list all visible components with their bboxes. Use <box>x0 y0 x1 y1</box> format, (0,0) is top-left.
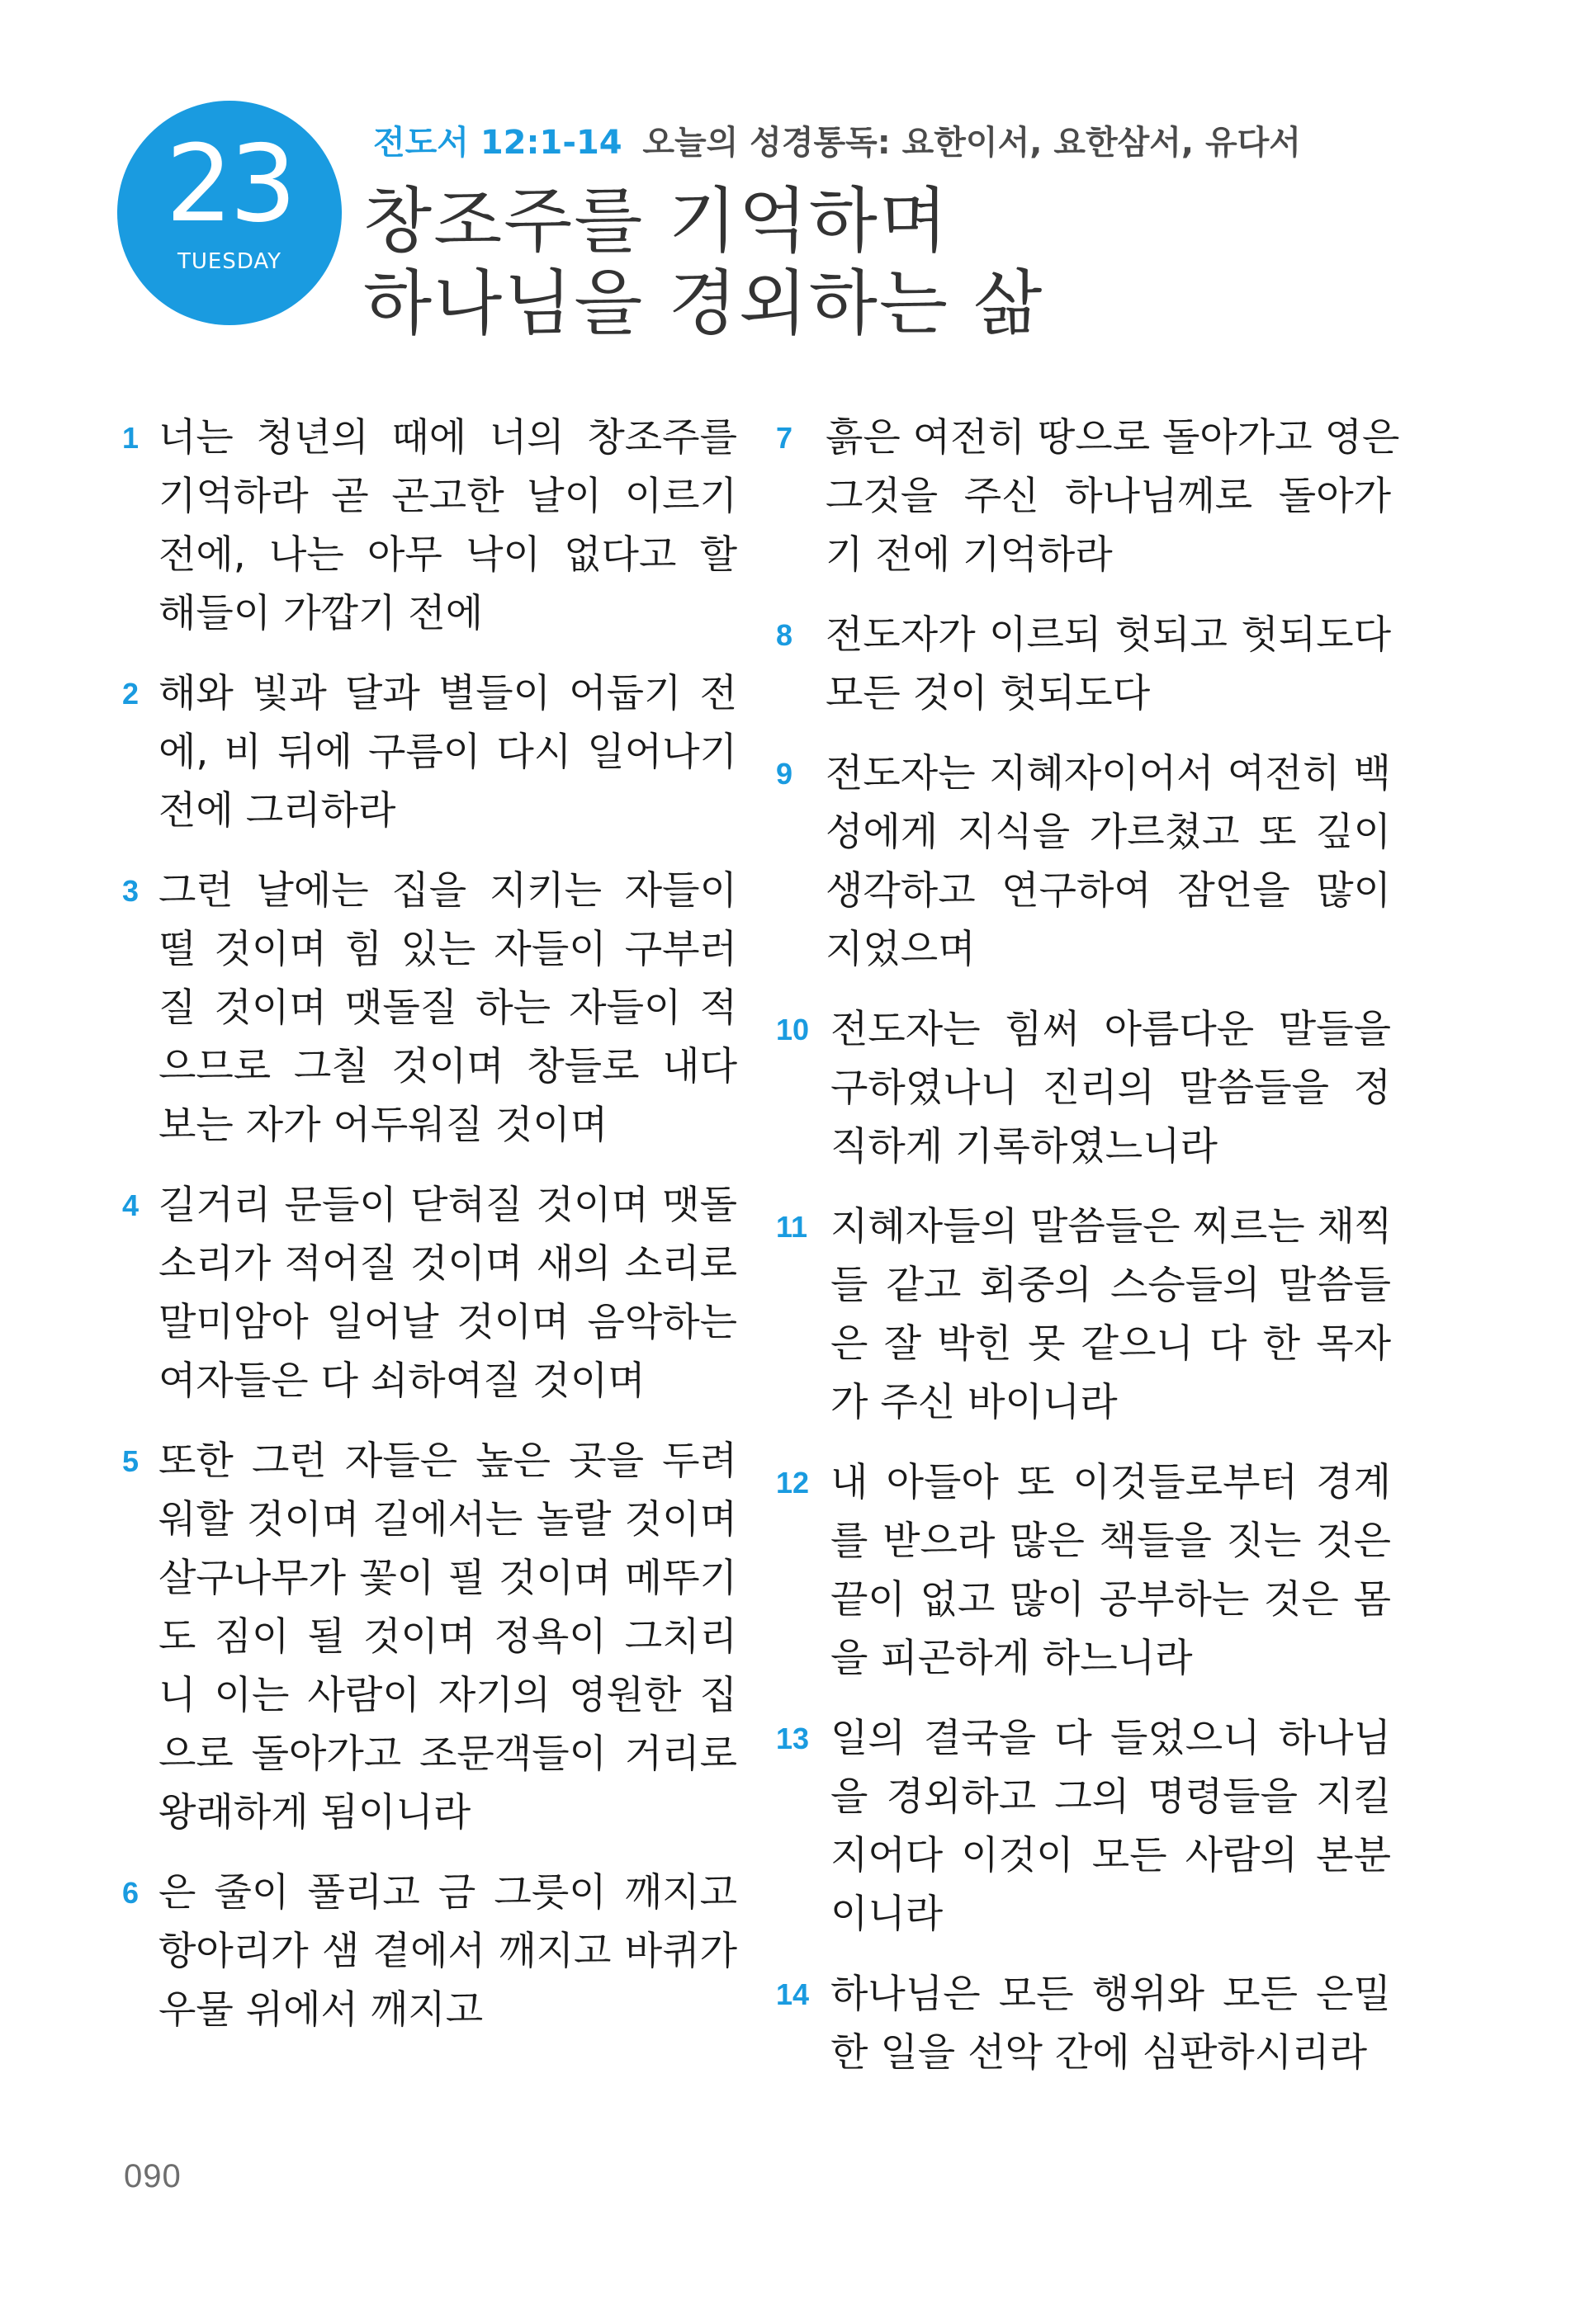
verse-line: 을 피곤하게 하느니라 <box>830 1636 1193 1681</box>
page-number: 090 <box>124 2158 182 2194</box>
verse-number: 8 <box>776 618 793 652</box>
verse-line: 지어다 이것이 모든 사람의 본분 <box>830 1833 1391 1878</box>
daily-reading-label: 오늘의 성경통독: 요한이서, 요한삼서, 유다서 <box>642 124 1301 162</box>
verse-block <box>122 664 737 840</box>
verse-line: 전도자는 힘써 아름다운 말들을 <box>830 1007 1391 1052</box>
verse-number: 11 <box>776 1210 808 1244</box>
verse-number: 12 <box>776 1466 810 1500</box>
verse-line: 구하였나니 진리의 말씀들을 정 <box>830 1065 1391 1111</box>
day-number: 23 <box>165 123 294 246</box>
verse-number: 9 <box>776 757 793 791</box>
verse-text <box>158 409 737 643</box>
verse-line: 에, 비 뒤에 구름이 다시 일어나기 <box>158 730 737 775</box>
verse-line: 가 주신 바이니라 <box>830 1380 1118 1425</box>
verse-line: 모든 것이 헛되도다 <box>826 671 1151 716</box>
verse-block <box>122 1432 737 1842</box>
verse-line: 해와 빛과 달과 별들이 어둡기 전 <box>158 671 737 716</box>
verse-block <box>776 606 1391 723</box>
verse-line: 보는 자가 어두워질 것이며 <box>158 1103 608 1148</box>
verse-line: 를 받으라 많은 책들을 짓는 것은 <box>830 1519 1391 1564</box>
verse-line: 너는 청년의 때에 너의 창조주를 <box>158 415 737 461</box>
verse-line: 떨 것이며 힘 있는 자들이 구부러 <box>158 927 737 972</box>
verse-block <box>776 1965 1391 2082</box>
verse-block <box>122 1863 737 2039</box>
verse-number: 4 <box>122 1188 140 1222</box>
verse-number: 10 <box>776 1013 810 1046</box>
verse-column-right <box>776 409 1400 2104</box>
verse-line: 살구나무가 꽃이 필 것이며 메뚜기 <box>158 1556 737 1601</box>
verse-line: 성에게 지식을 가르쳤고 또 깊이 <box>826 810 1391 855</box>
title-line-2: 하나님을 경외하는 삶 <box>363 262 1044 345</box>
verse-line: 워할 것이며 길에서는 놀랄 것이며 <box>158 1497 737 1542</box>
verse-number: 6 <box>122 1876 140 1910</box>
verse-block <box>776 1197 1391 1432</box>
verse-block <box>122 409 737 643</box>
verse-line: 한 일을 선악 간에 심판하시리라 <box>830 2030 1367 2076</box>
verse-text <box>830 1709 1391 1944</box>
verse-line: 으로 돌아가고 조문객들이 거리로 <box>158 1731 737 1777</box>
passage-reference: 전도서 12:1-14 <box>373 124 622 162</box>
verse-line: 을 경외하고 그의 명령들을 지킬 <box>830 1774 1391 1820</box>
verse-text <box>826 606 1391 723</box>
title-line-1: 창조주를 기억하며 <box>363 180 949 262</box>
day-name: TUESDAY <box>177 249 282 274</box>
verse-text <box>158 1176 737 1410</box>
verse-text <box>830 1000 1391 1176</box>
verse-line: 은 잘 박힌 못 같으니 다 한 목자 <box>830 1321 1391 1367</box>
verse-text <box>158 1863 737 2039</box>
verse-block <box>776 1000 1391 1176</box>
verse-line: 소리가 적어질 것이며 새의 소리로 <box>158 1241 737 1287</box>
verse-line: 우물 위에서 깨지고 <box>158 1987 484 2033</box>
verse-line: 지혜자들의 말씀들은 찌르는 채찍 <box>830 1204 1393 1249</box>
verse-line: 항아리가 샘 곁에서 깨지고 바퀴가 <box>158 1929 737 1974</box>
verse-line: 직하게 기록하였느니라 <box>830 1124 1218 1169</box>
verse-block <box>122 1176 737 1410</box>
verse-block <box>776 1453 1391 1688</box>
verse-line: 전도자는 지혜자이어서 여전히 백 <box>826 751 1391 796</box>
verse-line: 생각하고 연구하여 잠언을 많이 <box>826 868 1391 914</box>
day-badge <box>117 101 342 325</box>
verse-text <box>830 1965 1391 2082</box>
verse-block <box>122 862 737 1155</box>
verse-text <box>158 664 737 840</box>
reference-line <box>373 122 1301 163</box>
page-title <box>363 180 1043 345</box>
verse-line: 도 짐이 될 것이며 정욕이 그치리 <box>158 1614 737 1660</box>
verse-line: 전에 그리하라 <box>158 788 396 834</box>
verse-line: 왕래하게 됨이니라 <box>158 1790 471 1835</box>
verse-line: 끝이 없고 많이 공부하는 것은 몸 <box>830 1577 1391 1623</box>
verse-number: 14 <box>776 1977 810 2011</box>
verse-number: 5 <box>122 1444 140 1478</box>
verse-line: 흙은 여전히 땅으로 돌아가고 영은 <box>826 415 1400 461</box>
verse-block <box>776 409 1400 584</box>
verse-text <box>830 1453 1391 1688</box>
verse-number: 3 <box>122 874 140 908</box>
verse-line: 기억하라 곧 곤고한 날이 이르기 <box>158 474 737 519</box>
verse-line: 전도자가 이르되 헛되고 헛되도다 <box>826 612 1391 658</box>
verse-text <box>830 1197 1391 1432</box>
verse-number: 7 <box>776 421 793 455</box>
verse-line: 지었으며 <box>826 927 976 972</box>
verse-block <box>776 744 1391 979</box>
verse-text <box>826 409 1400 584</box>
verse-text <box>158 1432 737 1842</box>
verse-line: 해들이 가깝기 전에 <box>158 591 484 636</box>
verse-line: 전에, 나는 아무 낙이 없다고 할 <box>158 532 737 578</box>
verse-line: 하나님은 모든 행위와 모든 은밀 <box>830 1972 1391 2017</box>
verse-line: 으므로 그칠 것이며 창들로 내다 <box>158 1044 737 1089</box>
verse-line: 기 전에 기억하라 <box>826 532 1113 578</box>
verse-line: 여자들은 다 쇠하여질 것이며 <box>158 1358 646 1404</box>
verse-text <box>158 862 737 1155</box>
verse-line: 내 아들아 또 이것들로부터 경계 <box>830 1460 1391 1505</box>
verse-line: 일의 결국을 다 들었으니 하나님 <box>830 1716 1391 1761</box>
verse-number: 1 <box>122 421 140 455</box>
verse-line: 질 것이며 맷돌질 하는 자들이 적 <box>158 985 737 1031</box>
verse-number: 13 <box>776 1722 810 1755</box>
verse-line: 그런 날에는 집을 지키는 자들이 <box>158 868 737 914</box>
verse-number: 2 <box>122 677 140 711</box>
verse-line: 길거리 문들이 닫혀질 것이며 맷돌 <box>158 1183 737 1228</box>
verse-line: 또한 그런 자들은 높은 곳을 두려 <box>158 1438 737 1484</box>
verse-line: 말미암아 일어날 것이며 음악하는 <box>158 1300 737 1345</box>
verse-block <box>776 1709 1391 1944</box>
verse-line: 그것을 주신 하나님께로 돌아가 <box>826 474 1391 519</box>
verse-line: 은 줄이 풀리고 금 그릇이 깨지고 <box>158 1870 737 1915</box>
verse-line: 니 이는 사람이 자기의 영원한 집 <box>158 1673 737 1718</box>
verse-line: 들 같고 회중의 스승들의 말씀들 <box>830 1263 1391 1308</box>
verse-line: 이니라 <box>830 1892 944 1937</box>
verse-text <box>826 744 1391 979</box>
verse-column-left <box>122 409 737 2061</box>
